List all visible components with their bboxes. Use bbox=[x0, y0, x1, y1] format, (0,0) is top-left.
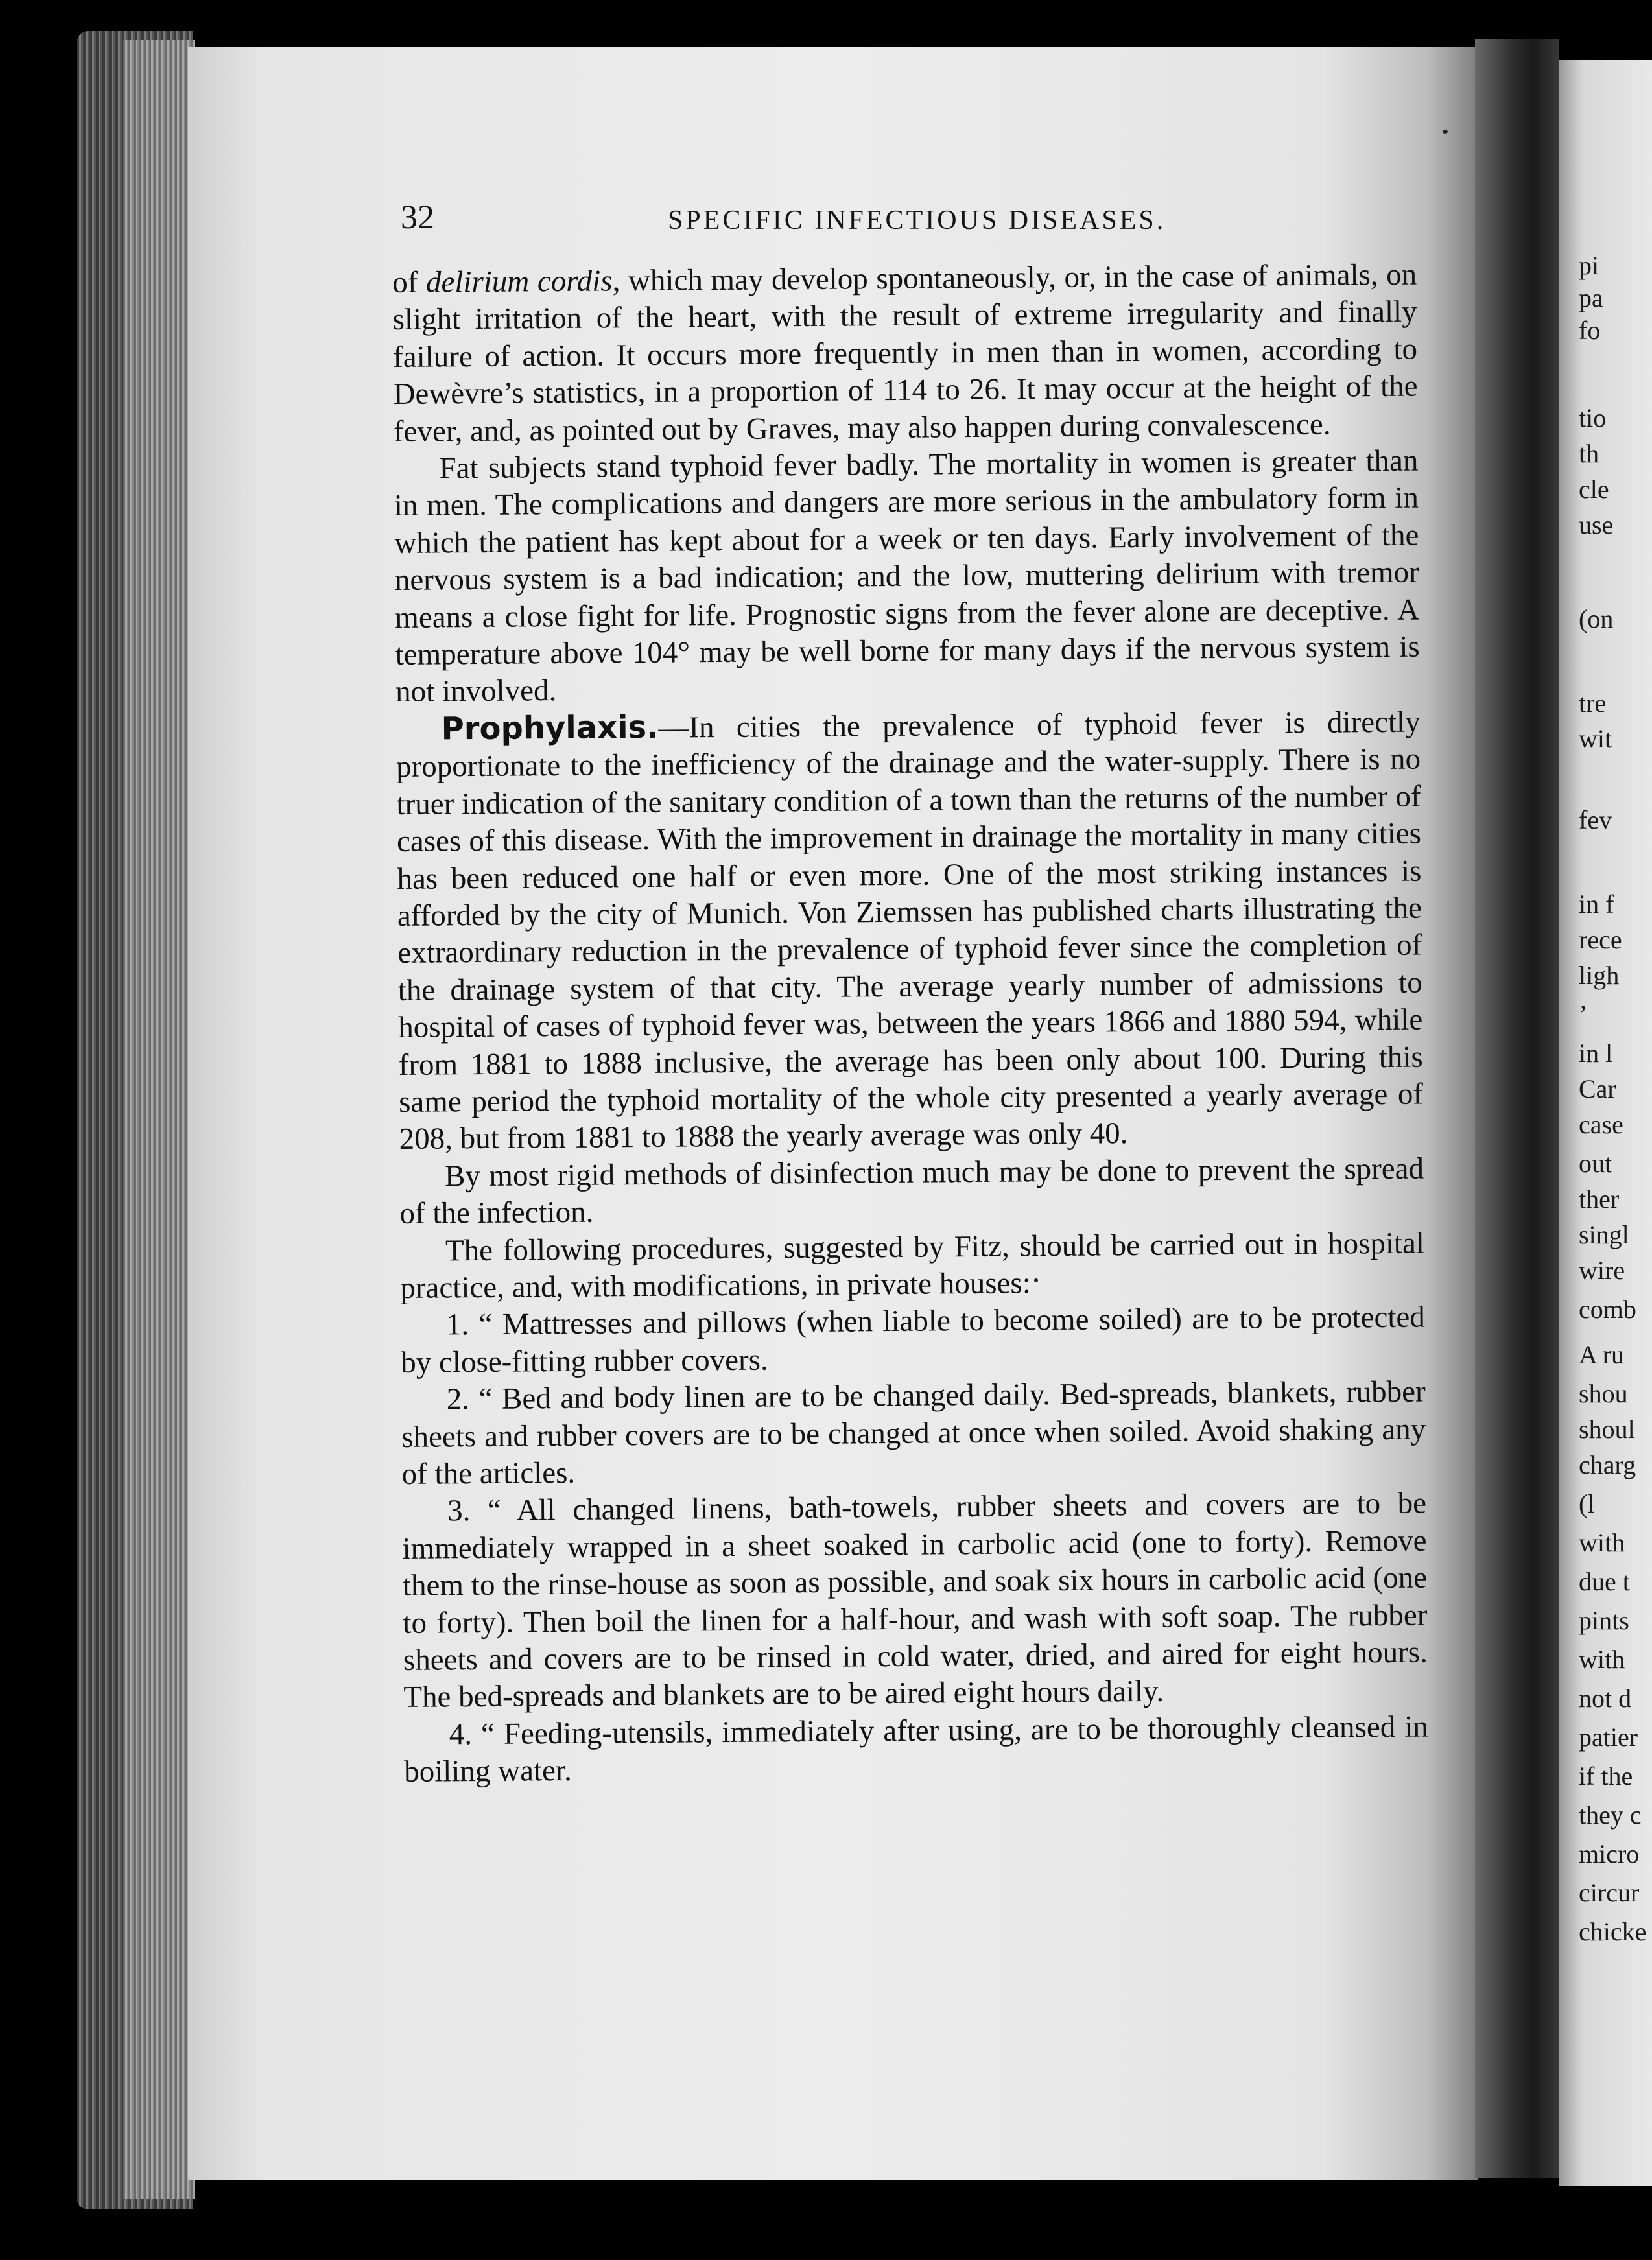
right-page-text-fragment: due t bbox=[1579, 1567, 1630, 1596]
book-page-edges bbox=[123, 40, 195, 2199]
right-page-text-fragment: rece bbox=[1579, 925, 1622, 954]
paragraph-text: —In cities the prevalence of typhoid fever is directly proportionate to the inefficiency of the drainage and the water-supply. There is no truer indication of the sanitary condition of a town than the returns of the number of cases of this disease. With the improvement in drainage the mortality in many cities has been reduced one half or even more. One of the most striking instances is afforded by the city of Munich. Von Ziemssen has published charts illustrating the extraordinary reduction in the prevalence of typhoid fever since the completion of the drainage system of that city. The average yearly number of admissions to hospital of cases of typhoid fever was, between the years 1866 and 1880 594, while from 1881 to 1888 inclusive, the average has been only about 100. During this same period the typhoid mortality of the whole city presented a yearly average of 208, but from 1881 to 1888 the yearly average was only 40. bbox=[395, 705, 1424, 1157]
right-page-text-fragment: (on bbox=[1579, 604, 1614, 633]
right-page-text-fragment: (l bbox=[1579, 1489, 1595, 1518]
right-page-text-fragment: ’ bbox=[1579, 1000, 1588, 1029]
paper-speck bbox=[1443, 130, 1448, 134]
right-page-text-fragment: pa bbox=[1579, 283, 1603, 312]
right-page-text-fragment: in f bbox=[1579, 889, 1614, 919]
right-page-text-fragment: ligh bbox=[1579, 961, 1620, 990]
paragraph: Fat subjects stand typhoid fever badly. The mortality in women is greater than in men. The complications and dangers are more serious in the ambulatory form in which the patient has kept about for a week or ten days. Early involvement of the nervous system is a bad indication; and the low, muttering delirium with tremor means a close fight for life. Prognostic signs from the fever alone are deceptive. A temperature above 104° may be well borne for many days if the nervous system is not involved. bbox=[394, 443, 1420, 709]
right-page-text-fragment: circur bbox=[1579, 1878, 1640, 1907]
first-line-italic: delirium cordis bbox=[425, 264, 613, 300]
right-page-text-fragment: wire bbox=[1579, 1256, 1625, 1285]
right-page-text-fragment: patier bbox=[1579, 1723, 1638, 1752]
right-page-text-fragment: they c bbox=[1579, 1800, 1642, 1830]
right-page-text-fragment: out bbox=[1579, 1149, 1612, 1178]
right-page-text-fragment: if the bbox=[1579, 1761, 1633, 1791]
paragraph-text: animals, on slight irritation of the heart, with the result of extreme irregularity and finally failure of action. It occurs more frequently in men than in women, according to Dewèvre’s statistics, in a proportion of 114 to 26. It may occur at the height of the fever, and, as pointed out by Graves, may also happen during convalescence. bbox=[392, 257, 1418, 449]
right-page-text-fragment: micro bbox=[1579, 1839, 1640, 1868]
list-item: 1. “ Mattresses and pillows (when liable to become soiled) are to be protected by close-fitting rubber covers. bbox=[401, 1300, 1426, 1380]
right-page-text-fragment: A ru bbox=[1579, 1340, 1624, 1369]
book-gutter bbox=[1475, 39, 1559, 2178]
section-heading: Prophylaxis. bbox=[441, 709, 659, 747]
list-item: 2. “ Bed and body linen are to be changed daily. Bed-spreads, blankets, rubber sheets and rubber covers are to be changed at once when soiled. Avoid shaking any of the articles. bbox=[401, 1374, 1426, 1491]
right-page-text-fragment: shou bbox=[1579, 1379, 1628, 1408]
right-page-text-fragment: with bbox=[1579, 1528, 1625, 1557]
paper-speck bbox=[1034, 1278, 1038, 1282]
right-page-text-fragment: cle bbox=[1579, 475, 1609, 504]
right-page-text-fragment: th bbox=[1579, 439, 1599, 468]
page-number: 32 bbox=[401, 199, 434, 236]
running-title: SPECIFIC INFECTIOUS DISEASES. bbox=[668, 206, 1166, 235]
right-page-text-fragment: fo bbox=[1579, 316, 1601, 345]
right-page-text-fragment: shoul bbox=[1579, 1415, 1635, 1444]
right-page-text-fragment: pints bbox=[1579, 1606, 1629, 1635]
right-page-fragment bbox=[1559, 60, 1652, 2186]
right-page-text-fragment: with bbox=[1579, 1645, 1625, 1674]
right-page-text-fragment: wit bbox=[1579, 724, 1612, 753]
right-page-text-fragment: not d bbox=[1579, 1684, 1632, 1713]
right-page-text-fragment: charg bbox=[1579, 1450, 1636, 1479]
paragraph: By most rigid methods of disinfection much may be done to prevent the spread of the infection. bbox=[399, 1151, 1424, 1231]
right-page-text-fragment: use bbox=[1579, 510, 1614, 539]
right-page-text-fragment: singl bbox=[1579, 1220, 1629, 1249]
right-page-text-fragment: ther bbox=[1579, 1184, 1620, 1214]
right-page-text-fragment: tio bbox=[1579, 403, 1607, 432]
first-line-prefix: of bbox=[392, 265, 427, 300]
list-item: 3. “ All changed linens, bath-towels, rubber sheets and covers are to be immediately wrapped in a sheet soaked in carbolic acid (one to forty). Remove them to the rinse-house as soon as possible, and soak six hours in carbolic acid (one to forty). Then boil the linen for a half-hour, and wash with soft soap. The rubber sheets and covers are to be rinsed in cold water, dried, and aired for eight hours. The bed-spreads and blankets are to be aired eight hours daily. bbox=[402, 1486, 1428, 1715]
paragraph: The following procedures, suggested by Fitz, should be carried out in hospital practice, and, with modifications, in private houses: bbox=[400, 1226, 1425, 1305]
first-line-suffix: , which may develop spontaneously, or, in the case of bbox=[612, 259, 1268, 298]
right-page-text-fragment: pi bbox=[1579, 251, 1599, 280]
right-page-text-fragment: case bbox=[1579, 1110, 1623, 1139]
page-body bbox=[392, 257, 1428, 1791]
right-page-text-fragment: fev bbox=[1579, 805, 1612, 834]
right-page-text-fragment: tre bbox=[1579, 689, 1607, 718]
right-page-text-fragment: chicke bbox=[1579, 1917, 1647, 1946]
right-page-text-fragment: comb bbox=[1579, 1295, 1636, 1324]
paragraph-prophylaxis bbox=[395, 703, 1423, 1158]
list-item: 4. “ Feeding-utensils, immediately after using, are to be thoroughly cleansed in boiling water. bbox=[404, 1710, 1428, 1789]
paragraph-continuation bbox=[392, 257, 1418, 451]
right-page-text-fragment: Car bbox=[1579, 1074, 1616, 1103]
right-page-text-fragment: in l bbox=[1579, 1039, 1613, 1068]
